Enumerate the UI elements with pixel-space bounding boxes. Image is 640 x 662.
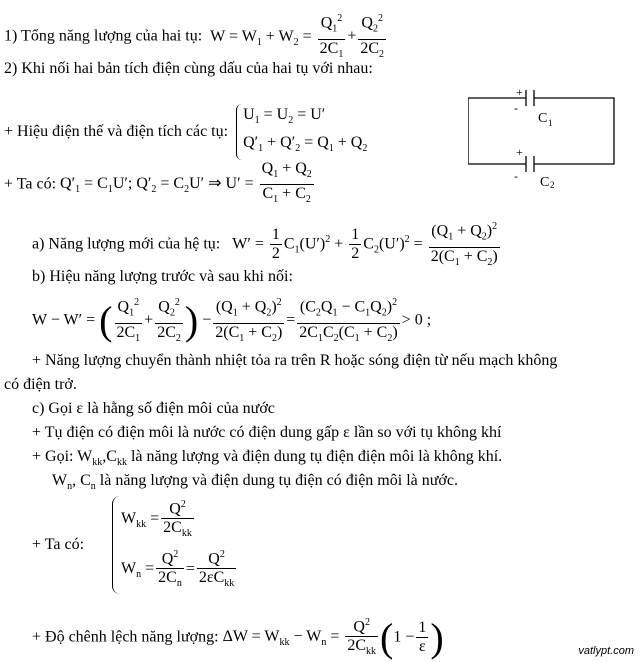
line-14: + Độ chênh lệch năng lượng: $\Delta W = W_{kk} - W_n$ = $\frac{Q^2}{2C_{kk}}$ (1 − $\frac{1}{\varepsilon}$ ) bbox=[32, 614, 444, 660]
svg-text:-: - bbox=[514, 169, 518, 183]
line-9: c) Gọi ε là hằng số điện môi của nước bbox=[32, 400, 275, 417]
svg-text:C: C bbox=[538, 111, 548, 126]
line-2: 2) Khi nối hai bản tích điện cùng dấu của hai tụ với nhau: bbox=[4, 60, 373, 77]
line-6-equation: W − W′ = ( $\frac{Q_1^2}{2C_1}$ + $\frac{Q_2^2}{2C_2}$ ) − $\frac{(Q_1 + Q_2)^2}{2(C_1 + C_2)}$ = $\frac{(C_2Q_1 - C_1Q_2)^2}{2C_1C_2(C_1 + C_2)}$ > 0 ; bbox=[32, 294, 431, 348]
line-1: 1) Tổng năng lượng của hai tụ: $W = W_1 + W_2$ = $\frac{Q_1^2}{2C_1}$ + $\frac{Q_2^2}{2C_2}$ bbox=[4, 10, 388, 64]
circuit-diagram bbox=[468, 88, 618, 188]
svg-text:1: 1 bbox=[548, 118, 553, 128]
line-10: + Tụ điện có điện môi là nước có điện dung gấp ε lần so với tụ không khí bbox=[32, 424, 502, 441]
svg-text:C: C bbox=[540, 175, 550, 188]
line-13-system: $W_{kk}$ = $\frac{Q^2}{2C_{kk}}$ $W_n$ = $\frac{Q^2}{2C_n}$ = $\frac{Q^2}{2\varepsilon C_{kk}}$ bbox=[112, 496, 238, 594]
svg-text:2: 2 bbox=[550, 180, 555, 188]
line-8: có điện trở. bbox=[4, 376, 77, 393]
line-7: + Năng lượng chuyển thành nhiệt tỏa ra trên R hoặc sóng điện từ nếu mạch không bbox=[32, 352, 558, 369]
line-4: + Ta có: $Q'_1 = C_1U'$; $Q'_2 = C_2U'$ ⇒ U′ = $\frac{Q_1 + Q_2}{C_1 + C_2}$ bbox=[4, 160, 312, 206]
svg-text:+: + bbox=[516, 145, 523, 159]
watermark: vatlypt.com bbox=[578, 645, 634, 657]
svg-text:-: - bbox=[514, 101, 518, 115]
line-12: $W_n$, $C_n$ là năng lượng và điện dung tụ điện có điện môi là nước. bbox=[52, 472, 458, 493]
line-13: + Ta có: bbox=[32, 536, 85, 553]
line-5: a) Năng lượng mới của hệ tụ: W′ = $\frac{1}{2}$ $C_1(U')^2$ + $\frac{1}{2}$ $C_2(U')^2$ = $\frac{(Q_1 + Q_2)^2}{2(C_1 + C_2)}$ bbox=[32, 218, 502, 272]
line-11: + Gọi: $W_{kk},C_{kk}$ là năng lượng và điện dung tụ điện điện môi là không khí. bbox=[32, 448, 503, 469]
line-6: b) Hiệu năng lượng trước và sau khi nối: bbox=[32, 268, 293, 285]
svg-text:+: + bbox=[516, 88, 523, 99]
line-3: + Hiệu điện thế và điện tích các tụ: $U_1 = U_2 = U'$ $Q'_1 + Q'_2 = Q_1 + Q_2$ bbox=[4, 104, 373, 160]
